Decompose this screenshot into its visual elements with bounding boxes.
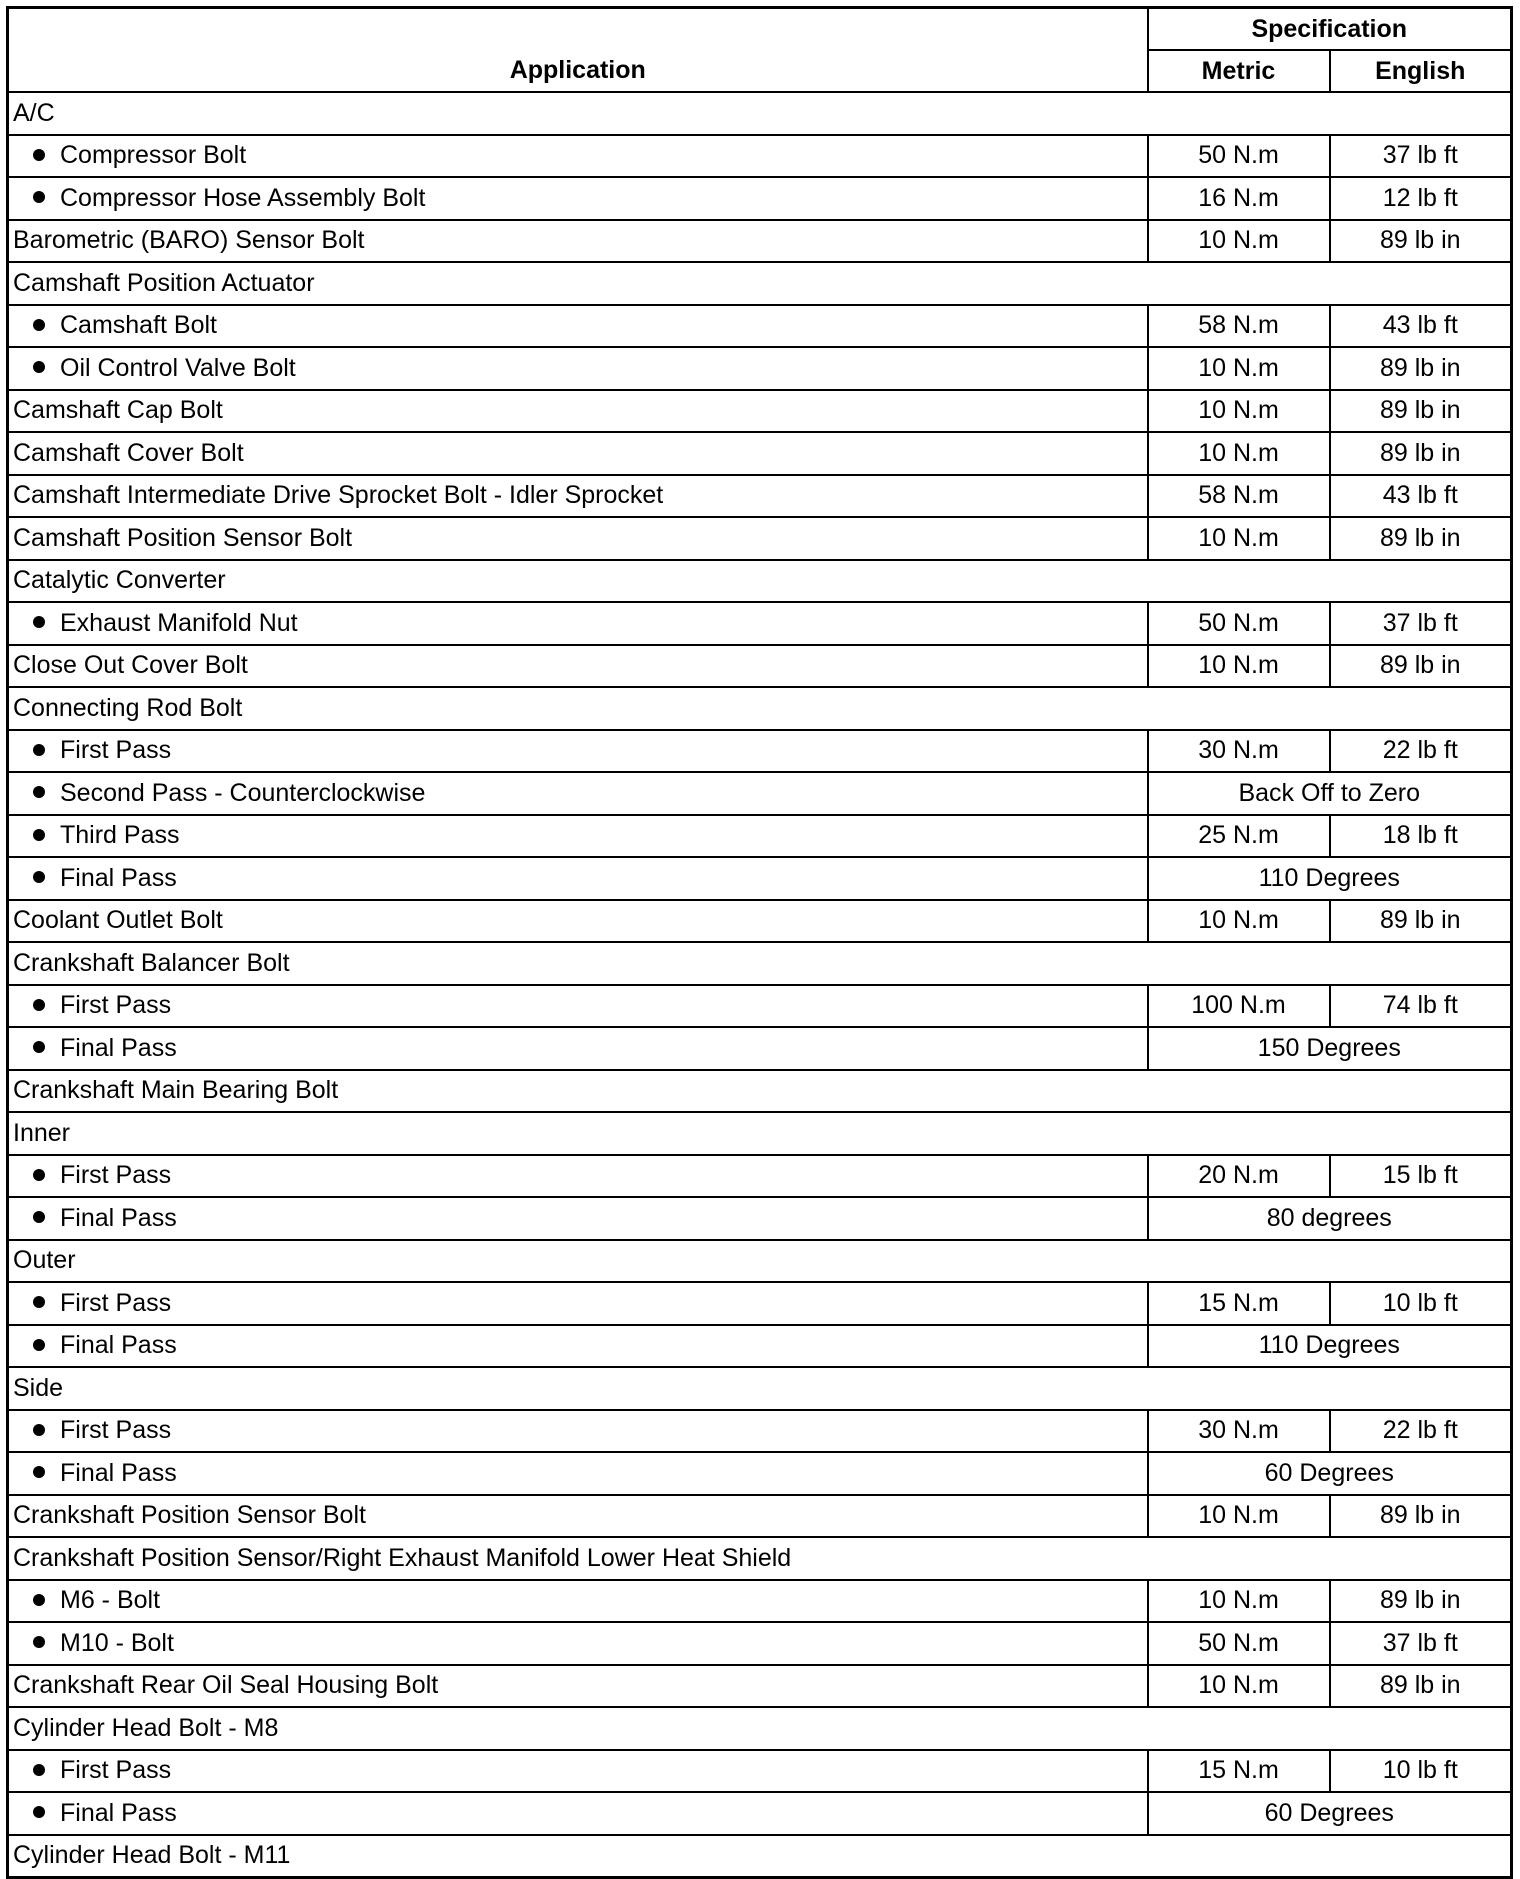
application-label: A/C [13, 98, 55, 127]
application-label: Side [13, 1373, 64, 1402]
application-cell [8, 1622, 1148, 1665]
table-row [8, 305, 1512, 348]
english-cell: 89 lb in [1330, 1580, 1512, 1623]
metric-cell: 15 N.m [1148, 1282, 1330, 1325]
spec-combined-cell: 60 Degrees [1148, 1792, 1512, 1835]
english-cell: 89 lb in [1330, 517, 1512, 560]
english-cell: 89 lb in [1330, 1495, 1512, 1538]
bullet-icon [33, 361, 45, 373]
english-cell: 37 lb ft [1330, 135, 1512, 178]
application-cell [8, 305, 1148, 348]
table-row [8, 347, 1512, 390]
table-row [8, 220, 1512, 263]
application-label: Final Pass [60, 1798, 177, 1827]
group-heading-cell [8, 1367, 1512, 1410]
table-row [8, 772, 1512, 815]
table-row [8, 1410, 1512, 1453]
table-row [8, 1367, 1512, 1410]
metric-cell: 10 N.m [1148, 1580, 1330, 1623]
application-label: Cylinder Head Bolt - M11 [13, 1841, 291, 1869]
application-label: Compressor Bolt [60, 141, 247, 170]
metric-cell: 20 N.m [1148, 1155, 1330, 1198]
english-cell: 89 lb in [1330, 900, 1512, 943]
application-label: Close Out Cover Bolt [13, 651, 248, 680]
table-row [8, 1495, 1512, 1538]
application-label: M10 - Bolt [60, 1628, 174, 1657]
table-row [8, 1750, 1512, 1793]
table-row [8, 517, 1512, 560]
table-row [8, 1537, 1512, 1580]
bullet-icon [33, 1806, 45, 1818]
group-heading-cell [8, 942, 1512, 985]
application-label: Camshaft Cover Bolt [13, 438, 244, 467]
bullet-icon [33, 1424, 45, 1436]
metric-cell: 15 N.m [1148, 1750, 1330, 1793]
spec-combined-cell: 150 Degrees [1148, 1027, 1512, 1070]
group-heading-cell [8, 1835, 1512, 1878]
metric-cell: 10 N.m [1148, 347, 1330, 390]
spec-combined-cell: 110 Degrees [1148, 857, 1512, 900]
table-body [8, 92, 1512, 1877]
english-cell: 37 lb ft [1330, 602, 1512, 645]
bullet-icon [33, 191, 45, 203]
metric-cell: 10 N.m [1148, 900, 1330, 943]
metric-cell: 10 N.m [1148, 645, 1330, 688]
application-label: First Pass [60, 1161, 172, 1190]
group-heading-cell [8, 1240, 1512, 1283]
group-heading-cell [8, 560, 1512, 603]
application-label: Final Pass [60, 1033, 177, 1062]
application-label: First Pass [60, 736, 172, 765]
metric-cell: 58 N.m [1148, 305, 1330, 348]
application-cell [8, 475, 1148, 518]
application-label: Crankshaft Rear Oil Seal Housing Bolt [13, 1671, 439, 1700]
application-cell [8, 135, 1148, 178]
bullet-icon [33, 149, 45, 161]
application-label: Crankshaft Main Bearing Bolt [13, 1076, 339, 1105]
application-label: Barometric (BARO) Sensor Bolt [13, 226, 365, 255]
table-row [8, 475, 1512, 518]
application-cell [8, 1325, 1148, 1368]
bullet-icon [33, 744, 45, 756]
table-row [8, 262, 1512, 305]
table-row [8, 985, 1512, 1028]
table-row [8, 730, 1512, 773]
table-row [8, 645, 1512, 688]
application-cell [8, 220, 1148, 263]
table-row [8, 942, 1512, 985]
table-row [8, 1240, 1512, 1283]
group-heading-cell [8, 262, 1512, 305]
metric-cell: 30 N.m [1148, 730, 1330, 773]
metric-cell: 16 N.m [1148, 177, 1330, 220]
bullet-icon [33, 1594, 45, 1606]
application-cell [8, 900, 1148, 943]
table-row [8, 1282, 1512, 1325]
application-label: Camshaft Intermediate Drive Sprocket Bolt - Idler Sprocket [13, 481, 664, 510]
bullet-icon [33, 829, 45, 841]
application-label: Crankshaft Position Sensor Bolt [13, 1501, 366, 1530]
table-row [8, 1070, 1512, 1113]
application-label: Final Pass [60, 1203, 177, 1232]
table-row [8, 1155, 1512, 1198]
metric-cell: 50 N.m [1148, 1622, 1330, 1665]
bullet-icon [33, 1169, 45, 1181]
english-cell: 89 lb in [1330, 1665, 1512, 1708]
specification-header: Specification [1148, 8, 1512, 51]
english-cell: 89 lb in [1330, 220, 1512, 263]
spec-combined-cell: 80 degrees [1148, 1197, 1512, 1240]
application-cell [8, 1665, 1148, 1708]
bullet-icon [33, 1764, 45, 1776]
application-cell [8, 390, 1148, 433]
application-label: Oil Control Valve Bolt [60, 353, 296, 382]
table-row [8, 1452, 1512, 1495]
table-row [8, 1580, 1512, 1623]
bullet-icon [33, 319, 45, 331]
group-heading-cell [8, 92, 1512, 135]
metric-cell: 10 N.m [1148, 1495, 1330, 1538]
spec-combined-cell: 60 Degrees [1148, 1452, 1512, 1495]
table-row [8, 1707, 1512, 1750]
application-label: First Pass [60, 1416, 172, 1445]
english-cell: 43 lb ft [1330, 475, 1512, 518]
metric-cell: 25 N.m [1148, 815, 1330, 858]
table-row [8, 1027, 1512, 1070]
application-label: Final Pass [60, 1458, 177, 1487]
metric-cell: 50 N.m [1148, 602, 1330, 645]
english-cell: 22 lb ft [1330, 1410, 1512, 1453]
application-label: Inner [13, 1118, 70, 1147]
english-cell: 89 lb in [1330, 432, 1512, 475]
application-label: Camshaft Position Actuator [13, 268, 315, 297]
bullet-icon [33, 1211, 45, 1223]
group-heading-cell [8, 1112, 1512, 1155]
table-row [8, 602, 1512, 645]
english-cell: 74 lb ft [1330, 985, 1512, 1028]
metric-cell: 10 N.m [1148, 220, 1330, 263]
application-label: Crankshaft Position Sensor/Right Exhaust Manifold Lower Heat Shield [13, 1543, 792, 1572]
application-cell [8, 177, 1148, 220]
application-cell [8, 815, 1148, 858]
table-header [8, 8, 1512, 93]
english-cell: 89 lb in [1330, 645, 1512, 688]
application-label: Camshaft Cap Bolt [13, 396, 223, 425]
group-heading-cell [8, 1070, 1512, 1113]
table-row [8, 390, 1512, 433]
bullet-icon [33, 1339, 45, 1351]
application-cell [8, 432, 1148, 475]
application-label: Connecting Rod Bolt [13, 693, 243, 722]
english-cell: 10 lb ft [1330, 1282, 1512, 1325]
application-cell [8, 602, 1148, 645]
english-cell: 37 lb ft [1330, 1622, 1512, 1665]
application-label: First Pass [60, 1756, 172, 1785]
table-row [8, 432, 1512, 475]
metric-cell: 10 N.m [1148, 1665, 1330, 1708]
application-cell [8, 347, 1148, 390]
metric-header: Metric [1148, 50, 1330, 92]
metric-cell: 100 N.m [1148, 985, 1330, 1028]
application-cell [8, 1027, 1148, 1070]
english-cell: 22 lb ft [1330, 730, 1512, 773]
application-cell [8, 1792, 1148, 1835]
application-label: Outer [13, 1246, 76, 1275]
bullet-icon [33, 1296, 45, 1308]
application-cell [8, 517, 1148, 560]
application-cell [8, 1282, 1148, 1325]
application-label: Coolant Outlet Bolt [13, 906, 223, 935]
table-row [8, 1197, 1512, 1240]
english-cell: 89 lb in [1330, 347, 1512, 390]
metric-cell: 10 N.m [1148, 390, 1330, 433]
metric-cell: 30 N.m [1148, 1410, 1330, 1453]
group-heading-cell [8, 687, 1512, 730]
table-row [8, 1792, 1512, 1835]
application-label: First Pass [60, 991, 172, 1020]
application-label: Crankshaft Balancer Bolt [13, 948, 290, 977]
application-cell [8, 1197, 1148, 1240]
table-row [8, 1622, 1512, 1665]
metric-cell: 58 N.m [1148, 475, 1330, 518]
application-label: Camshaft Position Sensor Bolt [13, 523, 353, 552]
torque-spec-table [6, 6, 1513, 1879]
application-cell [8, 1452, 1148, 1495]
application-label: Camshaft Bolt [60, 311, 218, 340]
spec-combined-cell: 110 Degrees [1148, 1325, 1512, 1368]
english-cell: 12 lb ft [1330, 177, 1512, 220]
bullet-icon [33, 1466, 45, 1478]
table-row [8, 687, 1512, 730]
metric-cell: 10 N.m [1148, 432, 1330, 475]
application-cell [8, 772, 1148, 815]
group-heading-cell [8, 1537, 1512, 1580]
english-cell: 15 lb ft [1330, 1155, 1512, 1198]
table-row [8, 135, 1512, 178]
table-row [8, 900, 1512, 943]
english-cell: 43 lb ft [1330, 305, 1512, 348]
bullet-icon [33, 871, 45, 883]
application-cell [8, 1495, 1148, 1538]
application-label: First Pass [60, 1288, 172, 1317]
metric-cell: 50 N.m [1148, 135, 1330, 178]
table-row [8, 1835, 1512, 1878]
table-row [8, 857, 1512, 900]
english-header: English [1330, 50, 1512, 92]
application-label: M6 - Bolt [60, 1586, 161, 1615]
bullet-icon [33, 616, 45, 628]
bullet-icon [33, 786, 45, 798]
bullet-icon [33, 1041, 45, 1053]
application-header: Application [8, 8, 1148, 93]
application-cell [8, 1750, 1148, 1793]
application-label: Third Pass [60, 821, 180, 850]
spec-combined-cell: Back Off to Zero [1148, 772, 1512, 815]
application-cell [8, 985, 1148, 1028]
application-label: Exhaust Manifold Nut [60, 608, 298, 637]
application-cell [8, 1580, 1148, 1623]
application-label: Final Pass [60, 863, 177, 892]
table-row [8, 815, 1512, 858]
table-row [8, 1665, 1512, 1708]
application-cell [8, 857, 1148, 900]
application-cell [8, 1410, 1148, 1453]
application-label: Cylinder Head Bolt - M8 [13, 1713, 279, 1742]
metric-cell: 10 N.m [1148, 517, 1330, 560]
bullet-icon [33, 999, 45, 1011]
application-cell [8, 730, 1148, 773]
english-cell: 18 lb ft [1330, 815, 1512, 858]
table-row [8, 92, 1512, 135]
bullet-icon [33, 1636, 45, 1648]
table-row [8, 1325, 1512, 1368]
application-label: Catalytic Converter [13, 566, 226, 595]
application-label: Compressor Hose Assembly Bolt [60, 183, 426, 212]
application-cell [8, 1155, 1148, 1198]
english-cell: 89 lb in [1330, 390, 1512, 433]
group-heading-cell [8, 1707, 1512, 1750]
table-row [8, 560, 1512, 603]
application-label: Final Pass [60, 1331, 177, 1360]
application-cell [8, 645, 1148, 688]
table-row [8, 177, 1512, 220]
table-row [8, 1112, 1512, 1155]
application-label: Second Pass - Counterclockwise [60, 778, 426, 807]
english-cell: 10 lb ft [1330, 1750, 1512, 1793]
